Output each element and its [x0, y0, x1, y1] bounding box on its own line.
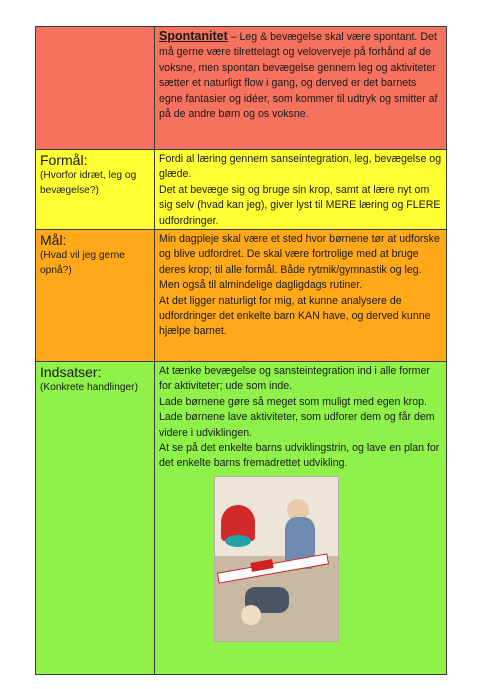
row-formaal-text-cell [155, 150, 446, 229]
indsatser-title: Indsatser: [40, 364, 102, 380]
spontanitet-text: – Leg & bevægelse skal være spontant. Det må gerne være tilrettelagt og veloverveje på forhånd af de voksne, men spontan bevægelse gennem leg og aktiviteter sætter et naturligt flow i gang, og derved er det barnets egne fantasier og idéer, som kommer til udtryk og smitter af på de andre børn og os voksne. [159, 31, 438, 121]
formaal-paragraph-1: Fordi al læring gennem sanseintegration, leg, bevægelse og glæde. [159, 153, 442, 181]
row-spontanitet-text-cell [155, 27, 446, 149]
action-plan-table [35, 26, 447, 675]
maal-title: Mål: [40, 232, 67, 248]
row-spontanitet-label-cell [36, 27, 155, 149]
row-formaal-label-cell [36, 150, 155, 229]
maal-paragraph-2: At det ligger naturligt for mig, at kunne analysere de udfordringer det enkelte barn KAN have, og derved kunne hjælpe barnet. [159, 294, 431, 338]
row-formaal [36, 150, 446, 230]
formaal-title: Formål: [40, 152, 88, 168]
spontanitet-heading: Spontanitet [159, 29, 228, 43]
row-indsatser-label-cell [36, 362, 155, 674]
indsatser-paragraph-4: At se på det enkelte barns udviklingstrin, og lave en plan for det enkelte barns fremadrettet udvikling. [159, 442, 440, 470]
photo-teal-cushion [225, 535, 251, 547]
row-indsatser-text-cell [155, 362, 446, 674]
row-spontanitet [36, 27, 446, 150]
row-maal [36, 230, 446, 362]
row-maal-label-cell [36, 230, 155, 361]
indsatser-paragraph-2: Lade børnene gøre så meget som muligt med egen krop. [159, 395, 427, 408]
children-playing-photo [214, 476, 339, 642]
photo-child-lying-head [241, 605, 261, 625]
row-maal-text-cell [155, 230, 446, 361]
formaal-subtitle: (Hvorfor idræt, leg og bevægelse?) [40, 170, 137, 196]
indsatser-paragraph-3: Lade børnene lave aktiviteter, som udforer dem og får dem videre i udviklingen. [159, 411, 435, 439]
indsatser-subtitle: (Konkrete handlinger) [40, 382, 138, 393]
maal-paragraph-1: Min dagpleje skal være et sted hvor børnene tør at udforske og blive udfordret. De skal være fortrolige med at bruge deres krop; til alle formål. Både rytmik/gymnastik og leg. Men også til almindelige dagligdags rutiner. [159, 233, 440, 292]
indsatser-paragraph-1: At tænke bevægelse og sansteintegration ind i alle former for aktiviteter; ude som inde. [159, 365, 430, 393]
formaal-paragraph-2: Det at bevæge sig og bruge sin krop, samt at lære nyt om sig selv (hvad kan jeg), giver lyst til MERE læring og FLERE udfordringer. [159, 183, 441, 227]
maal-subtitle: (Hvad vil jeg gerne opnå?) [40, 250, 125, 276]
row-indsatser [36, 362, 446, 674]
